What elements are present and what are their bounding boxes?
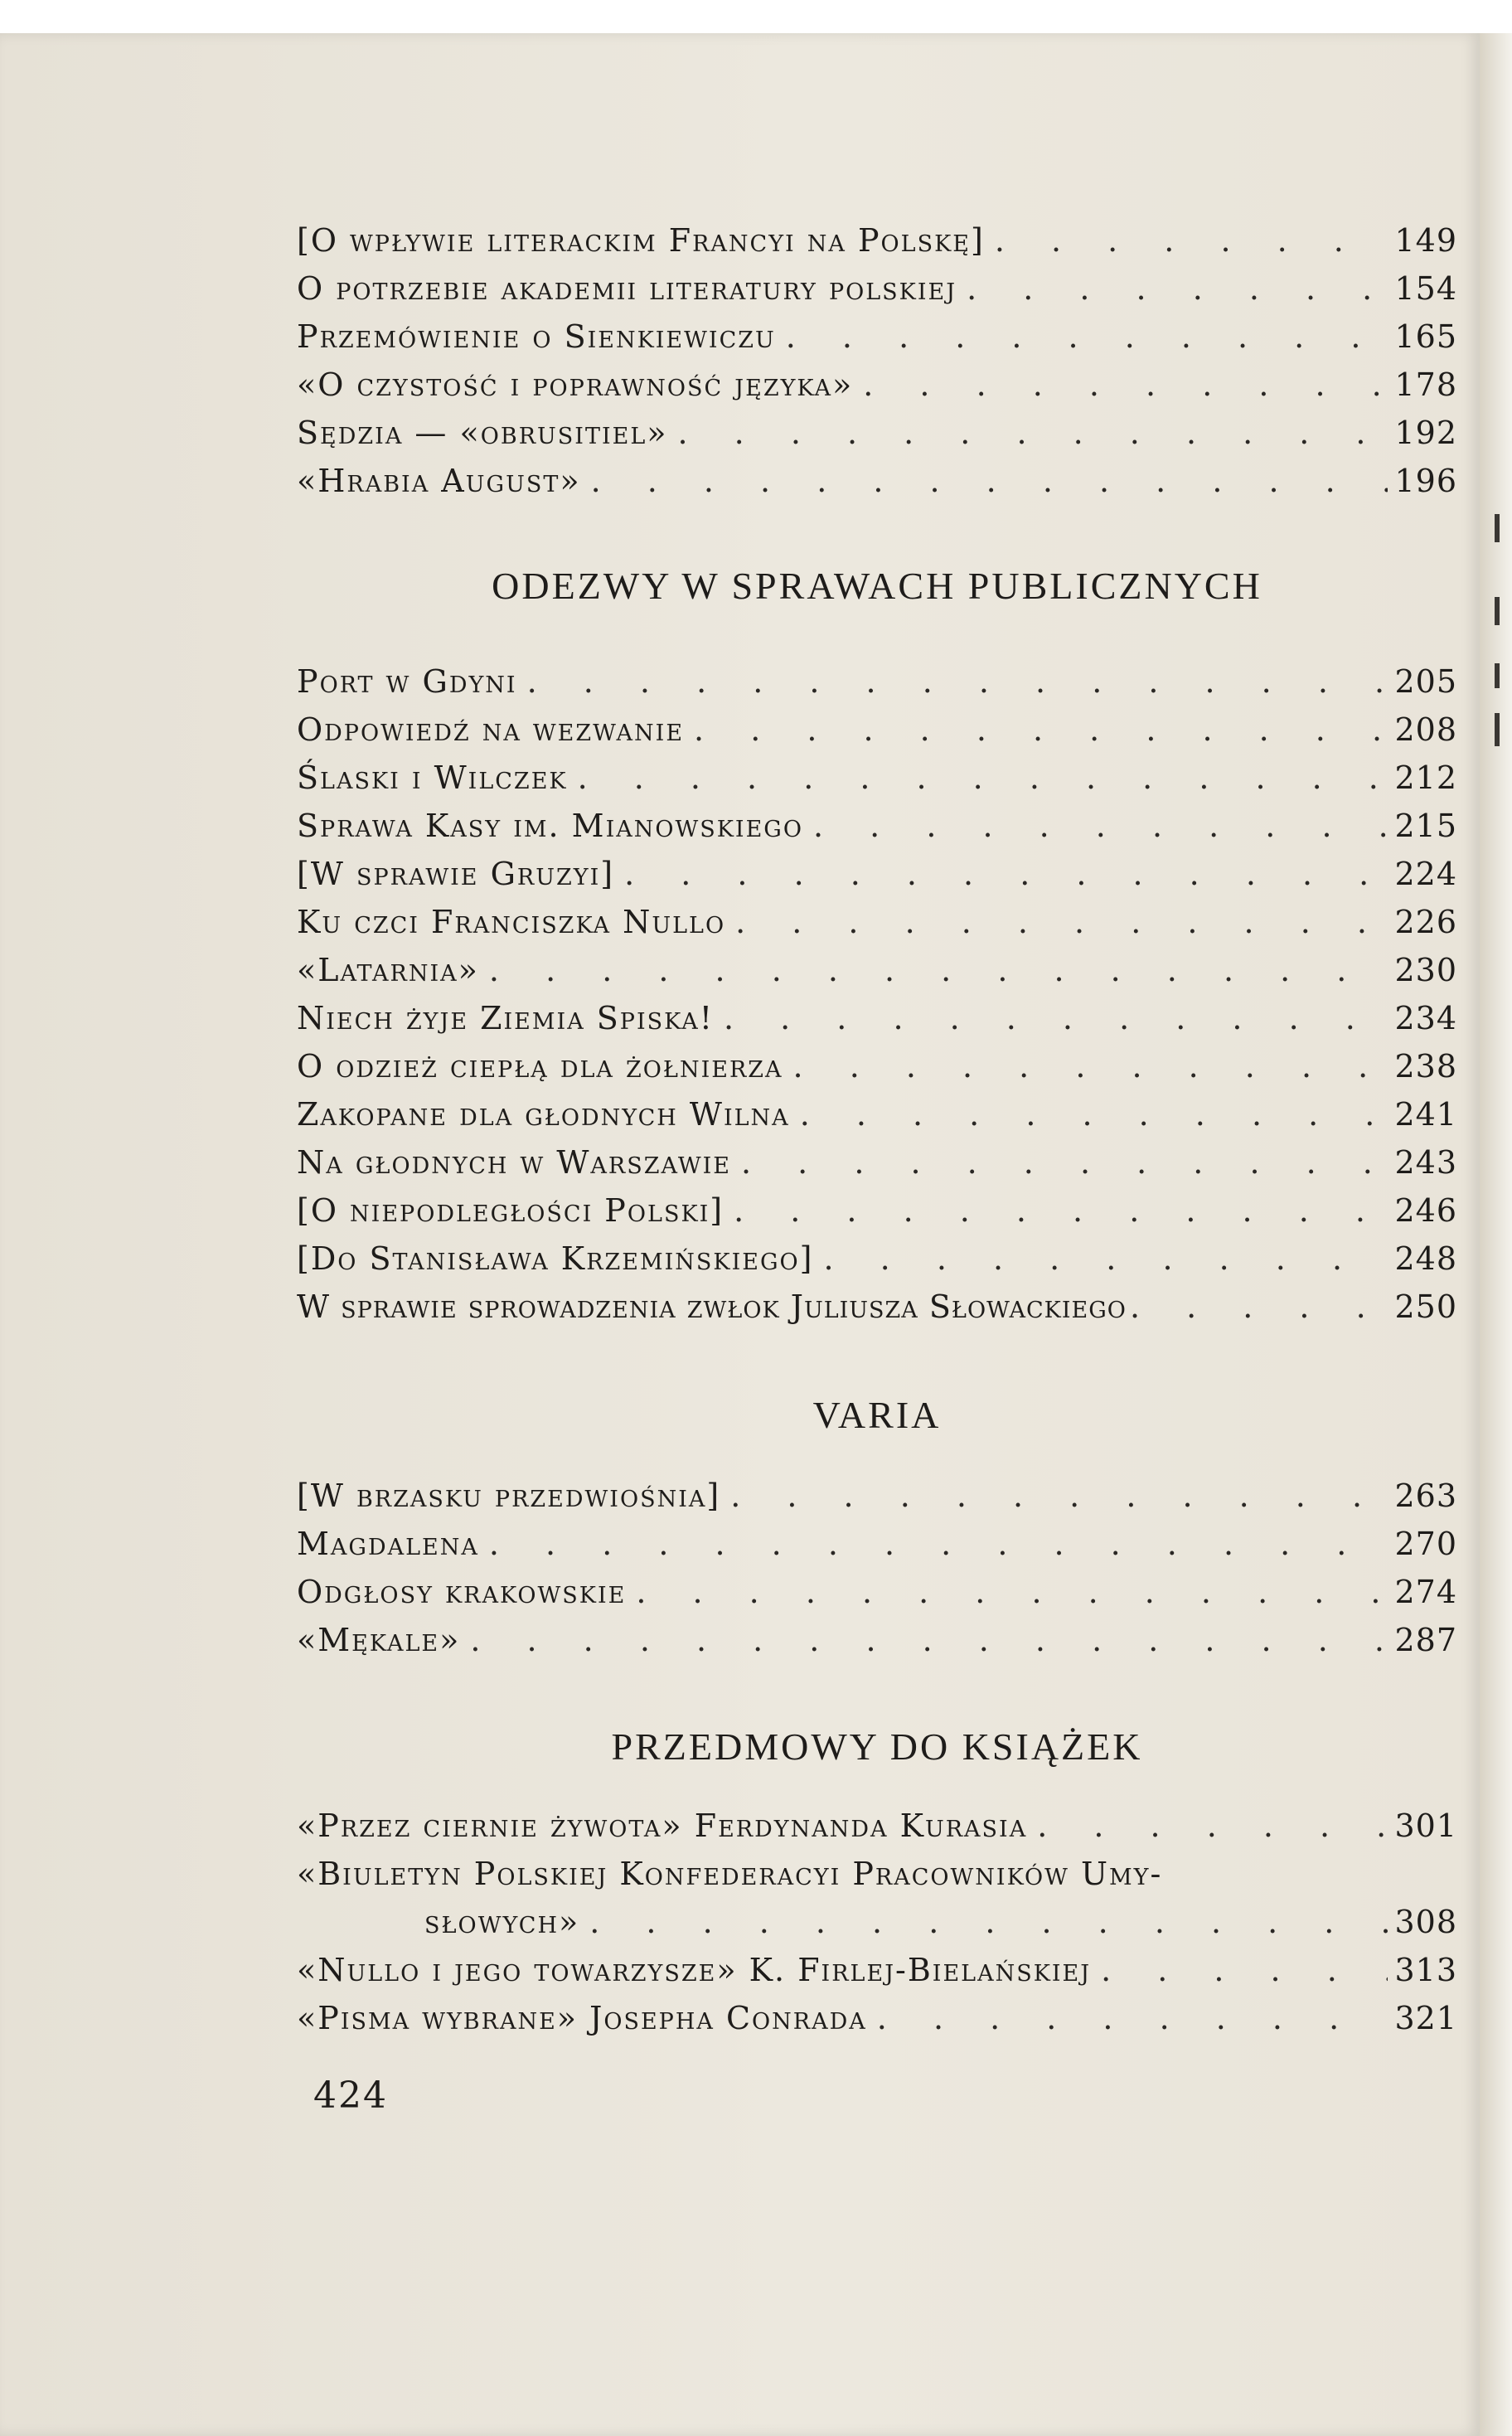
toc-entry-page: 250 — [1394, 1288, 1457, 1325]
section-heading: PRZEDMOWY DO KSIĄŻEK — [611, 1725, 1143, 1768]
toc-entry-title: Zakopane dla głodnych Wilna — [297, 1096, 790, 1133]
dot-leader — [1037, 1808, 1388, 1844]
toc-entry — [297, 1478, 1457, 1527]
dot-leader — [591, 463, 1388, 499]
dot-leader — [967, 270, 1388, 307]
toc-entry — [297, 366, 1457, 416]
toc-entry-title: «Mękale» — [297, 1622, 461, 1658]
toc-entry-title: Ku czci Franciszka Nullo — [297, 904, 726, 940]
toc-entry — [297, 1808, 1457, 1857]
dot-leader — [813, 808, 1388, 844]
toc-entry — [297, 1952, 1457, 2002]
toc-entry-page: 230 — [1394, 952, 1457, 988]
toc-entry-title: Odgłosy krakowskie — [297, 1574, 627, 1610]
toc-entry — [297, 1288, 1457, 1338]
toc-entry-page: 196 — [1394, 463, 1457, 499]
edge-mark — [1495, 514, 1500, 542]
dot-leader — [735, 904, 1388, 940]
toc-entry-page: 192 — [1394, 415, 1457, 451]
dot-leader — [470, 1622, 1388, 1658]
toc-entry-title: «Przez ciernie żywota» Ferdynanda Kurasia — [297, 1808, 1028, 1844]
toc-entry — [297, 1622, 1457, 1672]
toc-entry-title: Sprawa Kasy im. Mianowskiego — [297, 808, 804, 844]
toc-entry-title: [W sprawie Gruzyi] — [297, 856, 615, 892]
dot-leader — [489, 952, 1388, 988]
toc-entry-page: 234 — [1394, 1000, 1457, 1036]
toc-entry-continuation — [297, 1904, 1457, 1953]
dot-leader — [624, 856, 1388, 892]
toc-entry-page: 215 — [1394, 808, 1457, 844]
toc-entry-page: 263 — [1394, 1478, 1457, 1514]
toc-entry — [297, 222, 1457, 272]
toc-entry-page: 154 — [1394, 270, 1457, 307]
edge-mark — [1495, 597, 1500, 625]
dot-leader — [741, 1144, 1388, 1181]
toc-entry-title: Odpowiedź na wezwanie — [297, 711, 685, 748]
dot-leader — [578, 759, 1388, 796]
toc-entry-title: [O niepodległości Polski] — [297, 1192, 724, 1229]
toc-entry-title: Magdalena — [297, 1526, 479, 1562]
toc-entry-page: 238 — [1394, 1048, 1457, 1085]
toc-entry-title: «Nullo i jego towarzysze» K. Firlej-Bielańskiej — [297, 1952, 1092, 1988]
toc-entry-page: 248 — [1394, 1240, 1457, 1277]
dot-leader — [1130, 1288, 1392, 1325]
adjacent-page-edge — [1480, 33, 1512, 2436]
toc-entry-title: Ślaski i Wilczek — [297, 759, 568, 796]
toc-entry-page: 165 — [1394, 318, 1457, 355]
toc-entry — [297, 415, 1457, 464]
toc-entry-title: «Hrabia August» — [297, 463, 581, 499]
toc-entry — [297, 1048, 1457, 1098]
toc-entry — [297, 1574, 1457, 1623]
toc-entry-page: 224 — [1394, 856, 1457, 892]
dot-leader — [1101, 1952, 1388, 1988]
toc-entry — [297, 463, 1457, 512]
toc-entry-title: O odzież ciepłą dla żołnierza — [297, 1048, 783, 1085]
dot-leader — [734, 1192, 1388, 1229]
toc-entry-title: «O czystość i poprawność języka» — [297, 366, 854, 403]
page-number: 424 — [313, 2074, 388, 2117]
toc-entry-title-continuation: słowych» — [424, 1904, 580, 1940]
toc-entry-page: 149 — [1394, 222, 1457, 259]
dot-leader — [824, 1240, 1388, 1277]
toc-entry-page: 321 — [1394, 2000, 1457, 2036]
dot-leader — [694, 711, 1388, 748]
toc-entry-page: 313 — [1394, 1952, 1457, 1988]
toc-entry-title: Na głodnych w Warszawie — [297, 1144, 732, 1181]
dot-leader — [877, 2000, 1388, 2036]
edge-mark — [1495, 663, 1500, 688]
toc-entry — [297, 711, 1457, 761]
toc-entry — [297, 856, 1457, 905]
toc-entry-title: [W brzasku przedwiośnia] — [297, 1478, 721, 1514]
toc-entry-title: «Latarnia» — [297, 952, 479, 988]
dot-leader — [636, 1574, 1388, 1610]
dot-leader — [995, 222, 1388, 259]
toc-entry-page: 287 — [1394, 1622, 1457, 1658]
toc-entry-page: 274 — [1394, 1574, 1457, 1610]
dot-leader — [730, 1478, 1388, 1514]
edge-mark — [1495, 713, 1500, 746]
toc-entry-page: 308 — [1394, 1904, 1457, 1940]
toc-entry — [297, 904, 1457, 954]
toc-entry — [297, 808, 1457, 857]
toc-entry-title: W sprawie sprowadzenia zwłok Juliusza Słowackiego — [297, 1288, 1127, 1325]
toc-entry-title: Przemówienie o Sienkiewiczu — [297, 318, 776, 355]
dot-leader — [724, 1000, 1388, 1036]
dot-leader — [786, 318, 1388, 355]
toc-entry-page: 212 — [1394, 759, 1457, 796]
toc-entry — [297, 1526, 1457, 1575]
dot-leader — [489, 1526, 1388, 1562]
toc-entry-page: 246 — [1394, 1192, 1457, 1229]
toc-entry-page: 241 — [1394, 1096, 1457, 1133]
toc-entry-page: 178 — [1394, 366, 1457, 403]
toc-entry-title: «Pisma wybrane» Josepha Conrada — [297, 2000, 867, 2036]
toc-entry-title: Niech żyje Ziemia Spiska! — [297, 1000, 714, 1036]
toc-entry-title: O potrzebie akademii literatury polskiej — [297, 270, 957, 307]
toc-entry-page: 270 — [1394, 1526, 1457, 1562]
toc-entry-page: 243 — [1394, 1144, 1457, 1181]
toc-entry — [297, 759, 1457, 809]
toc-entry-title: [Do Stanisława Krzemińskiego] — [297, 1240, 814, 1277]
toc-entry-page: 208 — [1394, 711, 1457, 748]
book-page — [0, 33, 1480, 2436]
dot-leader — [678, 415, 1388, 451]
toc-entry — [297, 1000, 1457, 1050]
toc-entry — [297, 2000, 1457, 2050]
section-heading: VARIA — [812, 1394, 942, 1436]
toc-entry — [297, 1096, 1457, 1146]
toc-entry-title: Sędzia — «obrusitiel» — [297, 415, 668, 451]
toc-entry — [297, 663, 1457, 713]
toc-entry-page: 226 — [1394, 904, 1457, 940]
toc-entry-title: [O wpływie literackim Francyi na Polskę] — [297, 222, 985, 259]
toc-entry — [297, 1192, 1457, 1242]
dot-leader — [863, 366, 1388, 403]
toc-entry — [297, 1144, 1457, 1194]
section-heading: ODEZWY W SPRAWACH PUBLICZNYCH — [492, 565, 1262, 607]
toc-entry-title: Port w Gdyni — [297, 663, 517, 700]
toc-entry-title: «Biuletyn Polskiej Konfederacyi Pracowników Umy- — [297, 1856, 1163, 1892]
toc-entry-page: 205 — [1394, 663, 1457, 700]
toc-entry — [297, 318, 1457, 368]
toc-entry — [297, 952, 1457, 1002]
dot-leader — [527, 663, 1388, 700]
toc-entry — [297, 1240, 1457, 1290]
toc-entry — [297, 1856, 1457, 1905]
toc-entry — [297, 270, 1457, 320]
toc-entry-page: 301 — [1394, 1808, 1457, 1844]
dot-leader — [589, 1904, 1388, 1940]
dot-leader — [793, 1048, 1388, 1085]
dot-leader — [800, 1096, 1388, 1133]
